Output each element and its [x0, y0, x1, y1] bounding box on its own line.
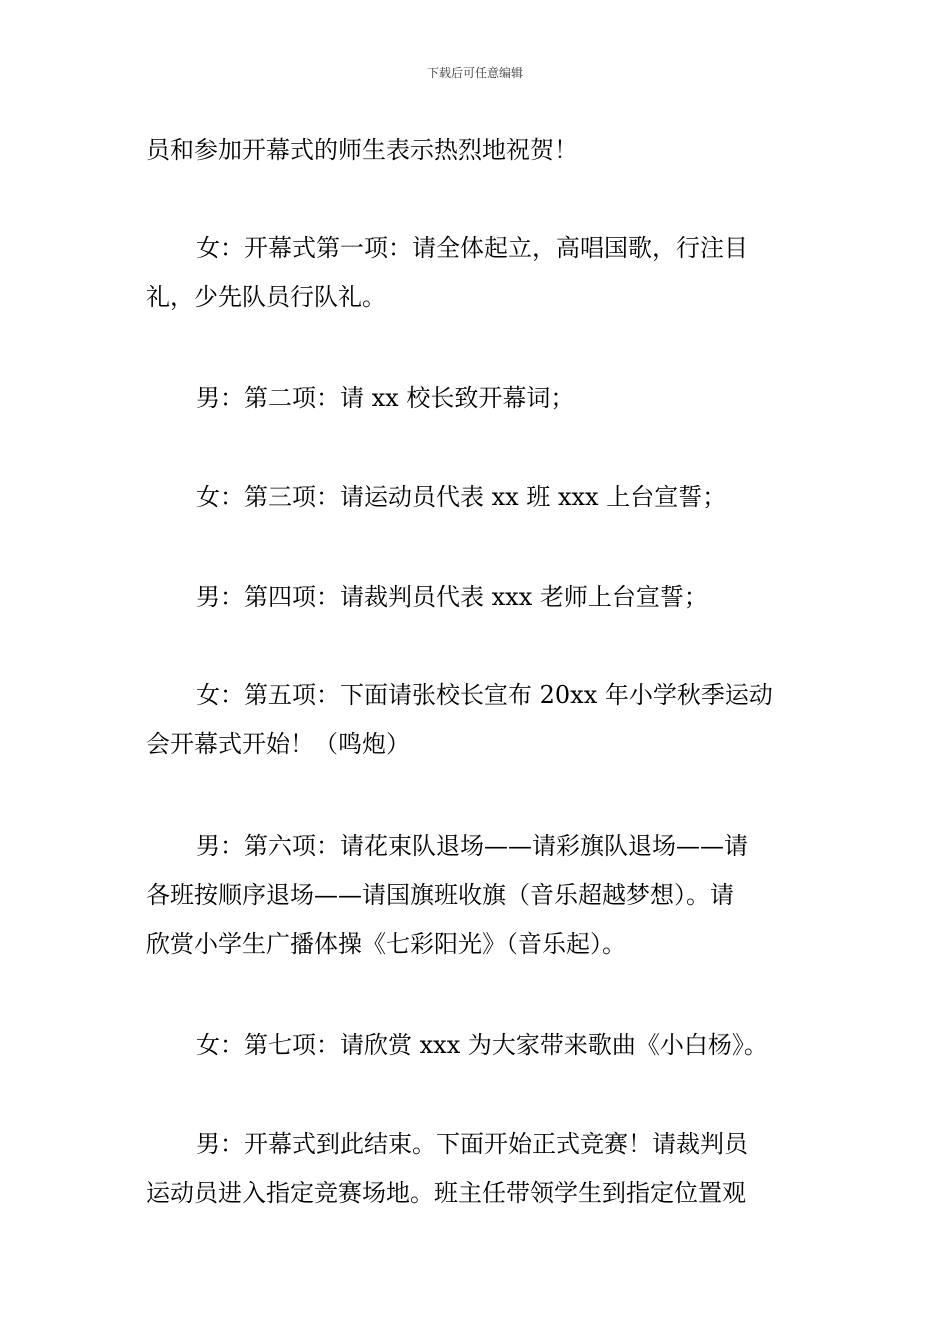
paragraph-continuation — [146, 126, 810, 175]
text-line: 会开幕式开始！（鸣炮） — [146, 730, 410, 758]
text-line: 男：第四项：请裁判员代表 xxx 老师上台宣誓； — [196, 583, 708, 611]
paragraph-item-8 — [146, 1120, 810, 1218]
paragraph-item-2 — [146, 374, 810, 423]
paragraph-item-7 — [146, 1021, 810, 1070]
paragraph-item-4 — [146, 573, 810, 622]
text-line: 女：开幕式第一项：请全体起立，高唱国歌，行注目 — [196, 234, 748, 262]
text-line: 男：第六项：请花束队退场——请彩旗队退场——请 — [196, 832, 748, 860]
text-line: 欣赏小学生广播体操《七彩阳光》（音乐起）。 — [146, 930, 626, 958]
text-line: 运动员进入指定竞赛场地。班主任带领学生到指定位置观 — [146, 1179, 746, 1207]
page-header: 下载后可任意编辑 — [426, 66, 523, 80]
paragraph-item-6 — [146, 822, 810, 969]
paragraph-item-5 — [146, 671, 810, 769]
text-line: 女：第五项：下面请张校长宣布 20xx 年小学秋季运动 — [196, 681, 773, 709]
paragraph-item-1 — [146, 224, 810, 322]
text-line: 男：第二项：请 xx 校长致开幕词； — [196, 384, 575, 412]
text-line: 男：开幕式到此结束。下面开始正式竞赛！请裁判员 — [196, 1130, 748, 1158]
text-line: 礼，少先队员行队礼。 — [146, 283, 386, 311]
text-line: 员和参加开幕式的师生表示热烈地祝贺！ — [146, 136, 578, 164]
text-line: 女：第七项：请欣赏 xxx 为大家带来歌曲《小白杨》。 — [196, 1031, 768, 1059]
text-line: 女：第三项：请运动员代表 xx 班 xxx 上台宣誓； — [196, 483, 727, 511]
paragraph-item-3 — [146, 473, 810, 522]
text-line: 各班按顺序退场——请国旗班收旗（音乐超越梦想）。请 — [146, 881, 734, 909]
